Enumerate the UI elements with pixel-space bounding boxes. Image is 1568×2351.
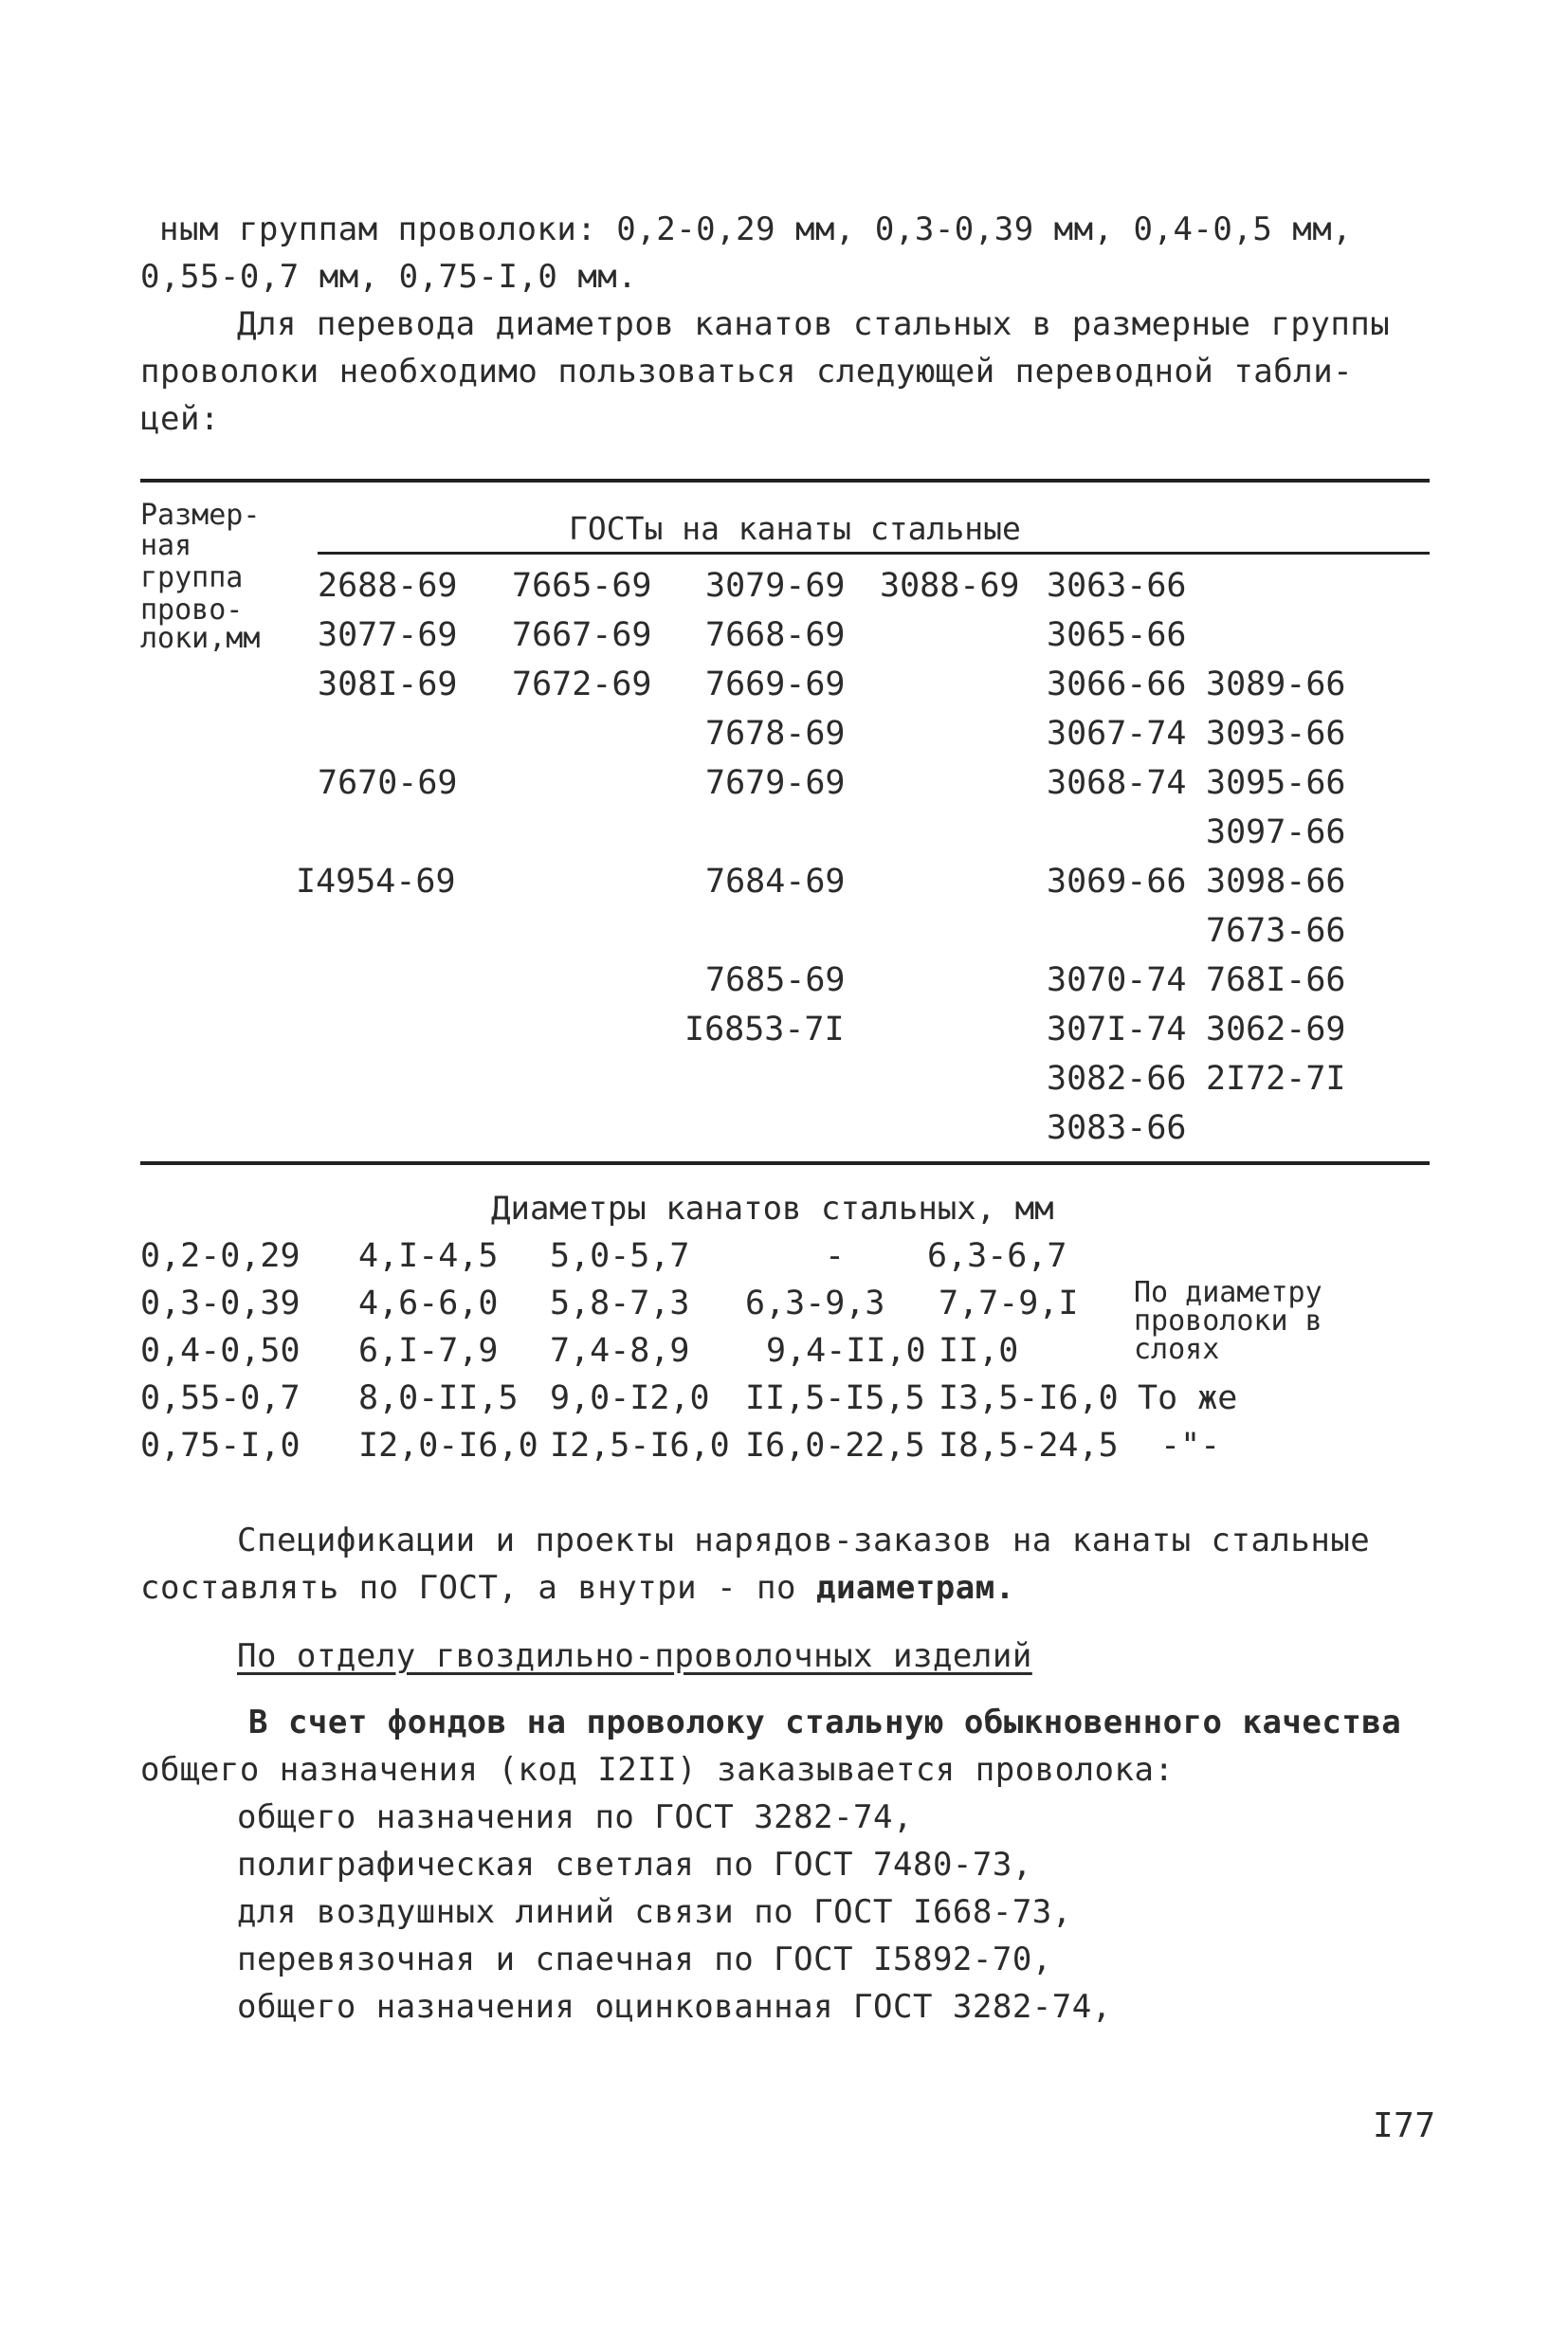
table1-col5-cell: 3067-74 — [1047, 715, 1187, 753]
section-paragraph-line-1: В счет фондов на проволоку стальную обыкновенного качества — [248, 1704, 1402, 1741]
wire-list-item: общего назначения по ГОСТ 3282-74, — [237, 1798, 913, 1836]
table1-row-header-1: Размер- — [140, 499, 261, 532]
intro-paragraph-line-1: Для перевода диаметров канатов стальных в размерные группы — [237, 305, 1391, 343]
table1-col2-cell: 7667-69 — [512, 616, 652, 654]
table2-cell: I6,0-22,5 — [745, 1427, 925, 1465]
table1-row-header-3: группа — [140, 561, 244, 594]
table1-col5-cell: 3082-66 — [1047, 1060, 1187, 1098]
table2-note-line: слоях — [1134, 1333, 1220, 1366]
wire-list-item: общего назначения оцинкованная ГОСТ 3282-74, — [237, 1988, 1112, 2026]
table2-cell: - — [825, 1237, 846, 1275]
page-number: I77 — [1373, 2106, 1436, 2145]
table2-note-line: По диаметру — [1134, 1276, 1322, 1309]
table1-col3-cell: 7669-69 — [705, 665, 846, 703]
table1-row-header-5: локи,мм — [140, 622, 261, 655]
table1-col6-cell: 3093-66 — [1206, 715, 1346, 753]
table2-note-ditto: -"- — [1160, 1427, 1221, 1465]
table1-col5-cell: 3070-74 — [1047, 961, 1187, 999]
table2-cell: 4,6-6,0 — [358, 1285, 499, 1322]
table1-col5-cell: 3069-66 — [1047, 863, 1187, 901]
table2-cell: 6,3-6,7 — [927, 1237, 1067, 1275]
table1-col5-cell: 3066-66 — [1047, 665, 1187, 703]
table1-col6-cell: 3095-66 — [1206, 764, 1346, 802]
table1-col1-cell: 7670-69 — [318, 764, 458, 802]
table2-cell: 8,0-II,5 — [358, 1379, 519, 1417]
table1-col1-cell: I4954-69 — [296, 863, 456, 901]
table1-row-header-4: прово- — [140, 593, 244, 627]
table1-col6-cell: 768I-66 — [1206, 961, 1346, 999]
table1-col3-cell: I6853-7I — [684, 1011, 845, 1048]
table2-cell: I2,0-I6,0 — [358, 1427, 538, 1465]
table2-cell: 7,7-9,I — [939, 1285, 1079, 1322]
table1-col5-cell: 307I-74 — [1047, 1011, 1187, 1048]
table1-row-header-2: ная — [140, 529, 192, 562]
table1-col1-cell: 3077-69 — [318, 616, 458, 654]
table1-col2-cell: 7672-69 — [512, 665, 652, 703]
spec-line-1: Спецификации и проекты нарядов-заказов на канаты стальные — [237, 1522, 1371, 1559]
table2-cell: I2,5-I6,0 — [550, 1427, 730, 1465]
table1-col6-cell: 7673-66 — [1206, 912, 1346, 950]
table1-col5-cell: 3063-66 — [1047, 567, 1187, 605]
table2-note-line: проволоки в — [1134, 1304, 1322, 1338]
table1-col6-cell: 2I72-7I — [1206, 1060, 1346, 1098]
intro-paragraph-line-2: проволоки необходимо пользоваться следующей переводной табли- — [140, 353, 1354, 391]
spec-line-2 — [140, 1569, 1015, 1607]
table2-cell: 5,0-5,7 — [550, 1237, 690, 1275]
table1-col6-cell: 3097-66 — [1206, 813, 1346, 851]
section-heading: По отделу гвоздильно-проволочных изделий — [237, 1637, 1032, 1675]
table1-col3-cell: 7678-69 — [705, 715, 846, 753]
table2-cell: 6,I-7,9 — [358, 1332, 499, 1370]
table2-cell: I8,5-24,5 — [939, 1427, 1119, 1465]
table1-col5-cell: 3083-66 — [1047, 1109, 1187, 1147]
table1-header-rule — [318, 552, 1430, 555]
table1-title: ГОСТы на канаты стальные — [569, 510, 1021, 547]
table1-col3-cell: 3079-69 — [705, 567, 846, 605]
table1-bottom-rule — [140, 1161, 1430, 1165]
table1-top-rule — [140, 479, 1430, 483]
table2-cell: I3,5-I6,0 — [939, 1379, 1119, 1417]
table2-cell: 6,3-9,3 — [745, 1285, 885, 1322]
table2-cell: II,0 — [939, 1332, 1019, 1370]
table2-cell: 9,0-I2,0 — [550, 1379, 710, 1417]
spec-line-2-emphasis: диаметрам. — [815, 1569, 1015, 1607]
spec-line-2-text: составлять по ГОСТ, а внутри - по — [140, 1569, 816, 1607]
table1-col2-cell: 7665-69 — [512, 567, 652, 605]
intro-line-1: ным группам проволоки: 0,2-0,29 мм, 0,3-0,39 мм, 0,4-0,5 мм, — [159, 210, 1353, 248]
table1-col5-cell: 3068-74 — [1047, 764, 1187, 802]
table1-col4-cell: 3088-69 — [880, 567, 1020, 605]
table2-cell: 0,2-0,29 — [140, 1237, 301, 1275]
table1-col5-cell: 3065-66 — [1047, 616, 1187, 654]
table2-title: Диаметры канатов стальных, мм — [491, 1190, 1054, 1228]
section-paragraph-line-2: общего назначения (код I2II) заказывается проволока: — [140, 1751, 1175, 1789]
table1-col6-cell: 3089-66 — [1206, 665, 1346, 703]
table1-col6-cell: 3062-69 — [1206, 1011, 1346, 1048]
table1-col1-cell: 308I-69 — [318, 665, 458, 703]
wire-list-item: для воздушных линий связи по ГОСТ I668-73, — [237, 1893, 1072, 1931]
table1-col3-cell: 7685-69 — [705, 961, 846, 999]
table2-cell: 0,3-0,39 — [140, 1285, 301, 1322]
table2-cell: 7,4-8,9 — [550, 1332, 690, 1370]
table2-cell: 4,I-4,5 — [358, 1237, 499, 1275]
table2-cell: 0,4-0,50 — [140, 1332, 301, 1370]
table1-col3-cell: 7684-69 — [705, 863, 846, 901]
table1-col6-cell: 3098-66 — [1206, 863, 1346, 901]
table2-cell: II,5-I5,5 — [745, 1379, 925, 1417]
wire-list-item: перевязочная и спаечная по ГОСТ I5892-70, — [237, 1941, 1052, 1978]
table2-cell: 9,4-II,0 — [766, 1332, 926, 1370]
wire-list-item: полиграфическая светлая по ГОСТ 7480-73, — [237, 1846, 1032, 1884]
table2-cell: 0,75-I,0 — [140, 1427, 301, 1465]
table1-col3-cell: 7679-69 — [705, 764, 846, 802]
intro-paragraph-line-3: цей: — [140, 400, 220, 438]
intro-line-2: 0,55-0,7 мм, 0,75-I,0 мм. — [140, 258, 638, 296]
table1-col3-cell: 7668-69 — [705, 616, 846, 654]
table2-note-same: То же — [1138, 1379, 1238, 1417]
table1-col1-cell: 2688-69 — [318, 567, 458, 605]
table2-cell: 5,8-7,3 — [550, 1285, 690, 1322]
table2-cell: 0,55-0,7 — [140, 1379, 301, 1417]
